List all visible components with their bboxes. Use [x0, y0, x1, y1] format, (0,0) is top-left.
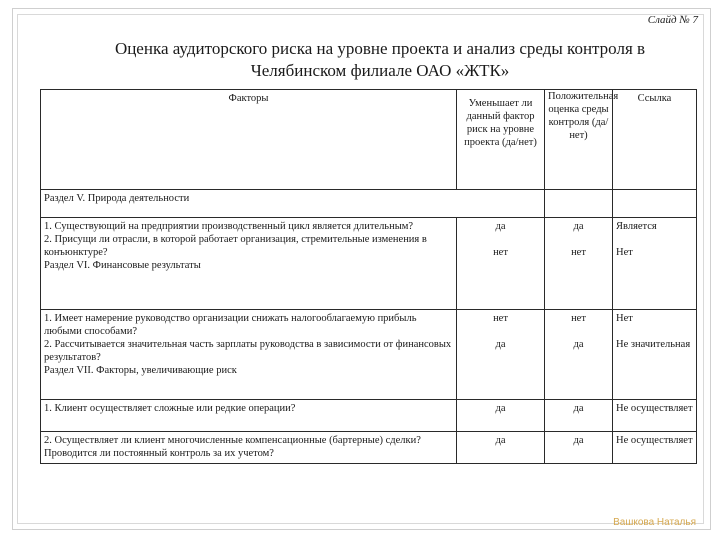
- list-item: 2. Присущи ли отрасли, в которой работает организация, стремительные изменения в конъюнктуре?: [44, 234, 427, 258]
- section-6-reference: Нет Не значительная: [613, 310, 697, 400]
- cell-reduces: да: [457, 400, 545, 432]
- cell-reference: Не осуществляет: [613, 400, 697, 432]
- title-line-2: Челябинском филиале ОАО «ЖТК»: [250, 61, 510, 80]
- title-line-1: Оценка аудиторского риска на уровне проекта и анализ среды контроля в: [114, 39, 646, 58]
- slide-title: [60, 38, 700, 82]
- section-5-reduces: да нет: [457, 218, 545, 310]
- table-header-row: [41, 90, 697, 190]
- header-reduces-risk: Уменьшает ли данный фактор риск на уровне проекта (да/нет): [457, 90, 545, 190]
- section-6-reduces: нет да: [457, 310, 545, 400]
- section-6-title: Раздел VI. Финансовые результаты: [44, 260, 201, 271]
- cell-positive: да: [545, 432, 613, 464]
- row-complex-operations: 1. Клиент осуществляет сложные или редкие операции?: [41, 400, 457, 432]
- header-positive-control: Положительная оценка среды контроля (да/нет): [545, 90, 613, 190]
- section-7-title: Раздел VII. Факторы, увеличивающие риск: [44, 365, 237, 376]
- row-barter-deals: 2. Осуществляет ли клиент многочисленные компенсационные (бартерные) сделки? Проводится ли постоянный контроль за их учетом?: [41, 432, 457, 464]
- table-row: [41, 310, 697, 400]
- list-item: 1. Имеет намерение руководство организации снижать налогооблагаемую прибыль любыми способами?: [44, 313, 417, 337]
- cell-reference: Не осуществляет: [613, 432, 697, 464]
- cell-positive: да: [545, 400, 613, 432]
- cell-reduces: да: [457, 432, 545, 464]
- table-row: [41, 400, 697, 432]
- slide-number: Слайд № 7: [647, 14, 698, 26]
- section-5-reference: Является Нет: [613, 218, 697, 310]
- author-name: Вашкова Наталья: [613, 517, 696, 528]
- section-6-items: [41, 310, 457, 400]
- section-5-items: [41, 218, 457, 310]
- table-row: [41, 218, 697, 310]
- list-item: 1. Существующий на предприятии производственный цикл является длительным?: [44, 221, 414, 232]
- table-row: [41, 432, 697, 464]
- section-5-title: Раздел V. Природа деятельности: [41, 190, 457, 218]
- section-5-positive: да нет: [545, 218, 613, 310]
- risk-assessment-table: [40, 89, 697, 464]
- list-item: 2. Рассчитывается значительная часть зарплаты руководства в зависимости от финансовых результатов?: [44, 339, 452, 363]
- section-6-positive: нет да: [545, 310, 613, 400]
- table-row: [41, 190, 697, 218]
- header-factors: Факторы: [41, 90, 457, 190]
- header-reference: Ссылка: [613, 90, 697, 190]
